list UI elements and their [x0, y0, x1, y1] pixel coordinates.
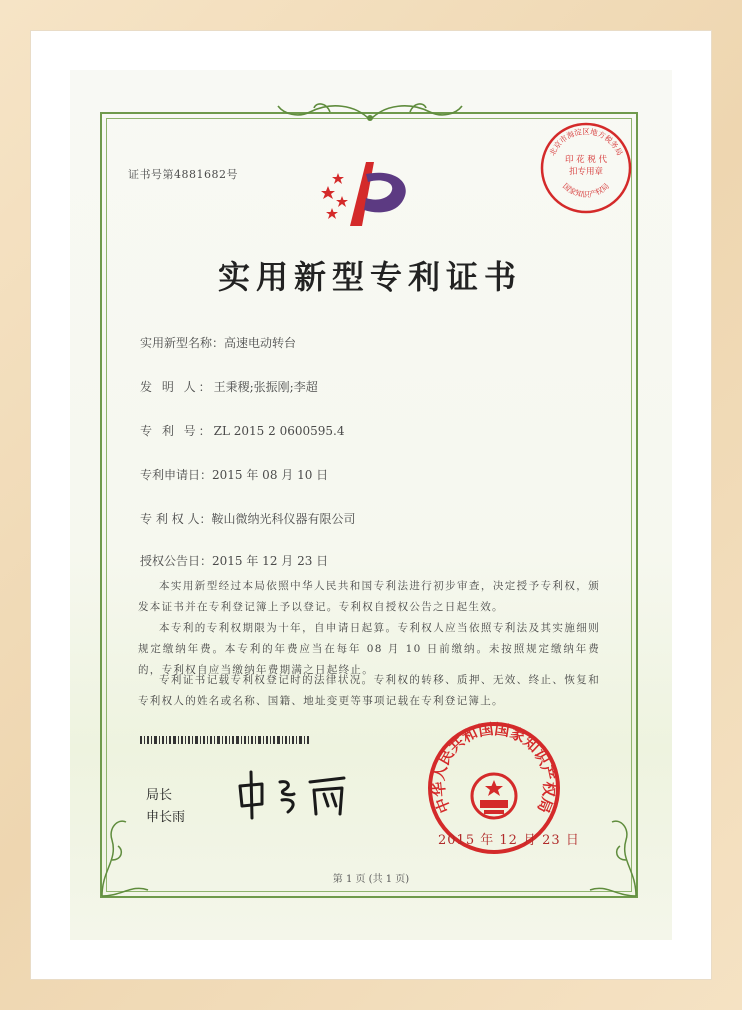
- paragraph-term: 本专利的专利权期限为十年，自申请日起算。专利权人应当依照专利法及其实施细则规定缴纳年费。本专利的年费应当在每年 08 月 10 日前缴纳。未按照规定缴纳年费的，专利权自应当缴纳年费期满之日起终止。: [138, 622, 600, 676]
- top-ornament: [270, 98, 470, 128]
- page-footer: 第 1 页 (共 1 页): [332, 874, 410, 885]
- barcode: [140, 736, 310, 744]
- field-label: 专 利 号：: [140, 424, 214, 438]
- patent-office-emblem: [318, 158, 418, 232]
- signatory-title: 局长: [146, 788, 173, 803]
- field-value: ZL 2015 2 0600595.4: [213, 424, 345, 438]
- field-label: 发 明 人：: [140, 380, 214, 394]
- field-grant-date: [140, 552, 328, 569]
- field-value: 高速电动转台: [224, 336, 297, 350]
- tax-seal-text: 印 花 税 代扣专用章: [564, 155, 608, 177]
- tax-seal-bottom-text: 国家知识产权局: [561, 181, 611, 199]
- tax-seal-ring-text: 北京市海淀区地方税务局: [547, 126, 625, 157]
- field-value: 2015 年 12 月 23 日: [212, 554, 329, 568]
- field-value: 2015 年 08 月 10 日: [212, 468, 329, 482]
- field-label: 实用新型名称：: [140, 336, 225, 350]
- field-value: 鞍山微纳光科仪器有限公司: [211, 512, 356, 526]
- signatory-name: 申长雨: [146, 810, 186, 825]
- field-label: 专利申请日：: [140, 468, 213, 482]
- field-application-date: [140, 466, 328, 483]
- field-patent-number: [140, 422, 344, 439]
- field-inventors: [140, 378, 318, 395]
- field-label: 专 利 权 人：: [140, 512, 212, 526]
- paragraph-grant: 本实用新型经过本局依照中华人民共和国专利法进行初步审查，决定授予专利权，颁发本证书并在专利登记簿上予以登记。专利权自授权公告之日起生效。: [138, 580, 600, 613]
- paragraph-legal-status: 专利证书记载专利权登记时的法律状况。专利权的转移、质押、无效、终止、恢复和专利权人的姓名或名称、国籍、地址变更等事项记载在专利登记簿上。: [138, 674, 600, 707]
- tax-seal: [538, 120, 634, 216]
- field-value: 王秉稷;张振刚;李超: [213, 380, 318, 394]
- field-patentee: [140, 510, 355, 527]
- corner-ornament-bottom-right: [580, 800, 640, 900]
- certificate-title: 实用新型专利证书: [217, 258, 522, 296]
- field-utility-model-name: [140, 334, 296, 351]
- certificate-number: 证书号第4881682号: [128, 168, 238, 181]
- handwritten-signature: [232, 764, 372, 820]
- seal-date: 2015 年 12 月 23 日: [438, 833, 580, 848]
- seal-ring-text: 中华人民共和国国家知识产权局: [429, 719, 559, 816]
- field-label: 授权公告日：: [140, 554, 213, 568]
- national-emblem-icon: [472, 774, 516, 818]
